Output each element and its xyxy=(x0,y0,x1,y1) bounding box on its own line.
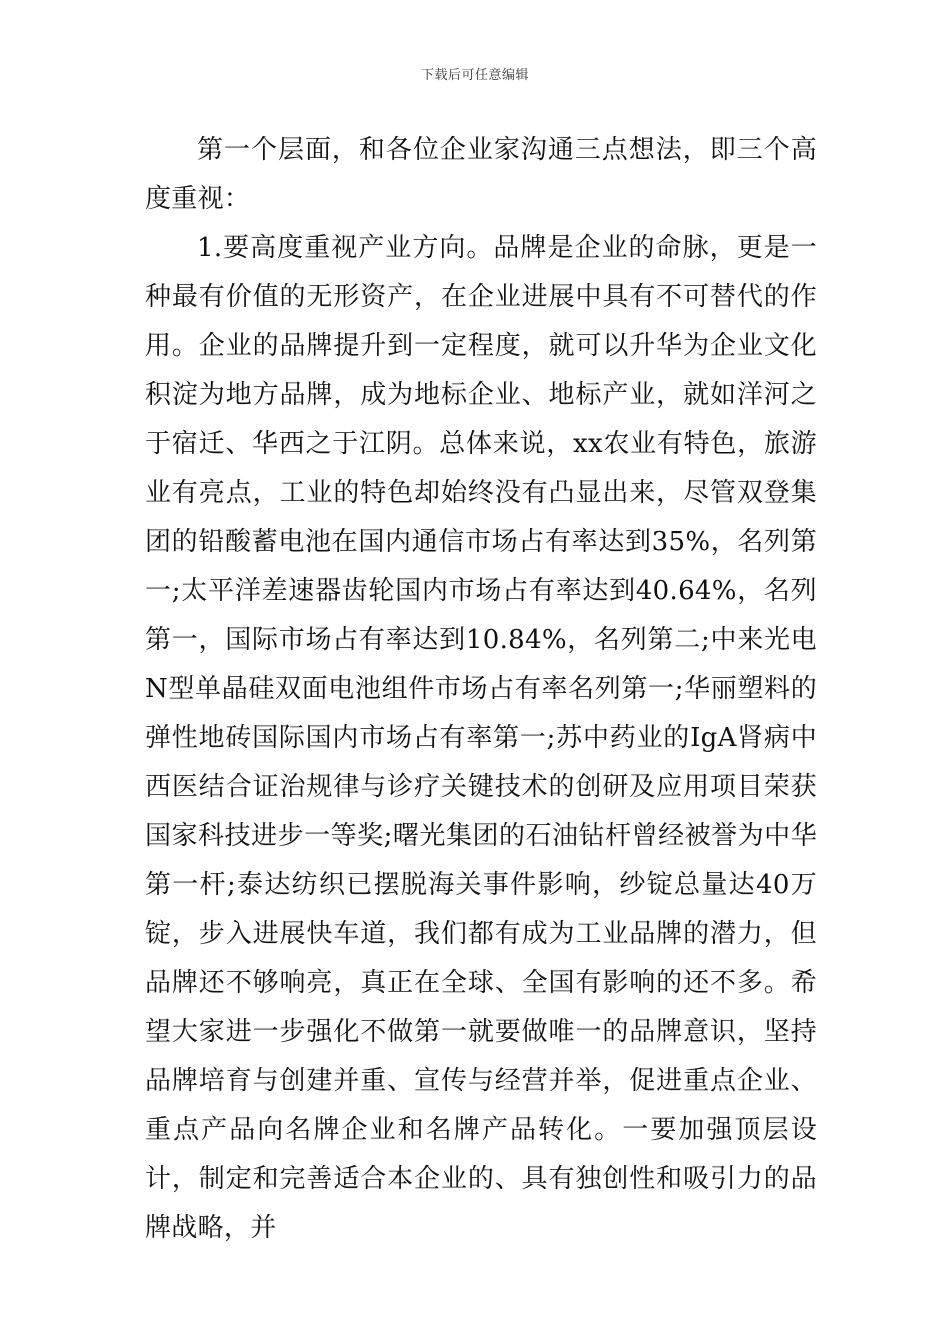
paragraph-intro: 第一个层面，和各位企业家沟通三点想法，即三个高度重视： xyxy=(145,135,817,214)
paragraph-brand-direction: 1.要高度重视产业方向。品牌是企业的命脉，更是一种最有价值的无形资产，在企业进展中具有不可替代的作用。企业的品牌提升到一定程度，就可以升华为企业文化积淀为地方品牌，成为地标企业、地标产业，就如洋河之于宿迁、华西之于江阴。总体来说，xx农业有特色，旅游业有亮点，工业的特色却始终没有凸显出来，尽管双登集团的铅酸蓄电池在国内通信市场占有率达到35%，名列第一;太平洋差速器齿轮国内市场占有率达到40.64%，名列第一，国际市场占有率达到10.84%，名列第二;中来光电N型单晶硅双面电池组件市场占有率名列第一;华丽塑料的弹性地砖国际国内市场占有率第一;苏中药业的IgA肾病中西医结合证治规律与诊疗关键技术的创研及应用项目荣获国家科技进步一等奖;曙光集团的石油钻杆曾经被誉为中华第一杆;泰达纺织已摆脱海关事件影响，纱锭总量达40万锭，步入进展快车道，我们都有成为工业品牌的潜力，但品牌还不够响亮，真正在全球、全国有影响的还不多。希望大家进一步强化不做第一就要做唯一的品牌意识，坚持品牌培育与创建并重、宣传与经营并举，促进重点企业、重点产品向名牌企业和名牌产品转化。一要加强顶层设计，制定和完善适合本企业的、具有独创性和吸引力的品牌战略，并 xyxy=(145,233,817,1243)
page-header: 下载后可任意编辑 xyxy=(420,68,529,83)
document-body xyxy=(145,126,817,1253)
